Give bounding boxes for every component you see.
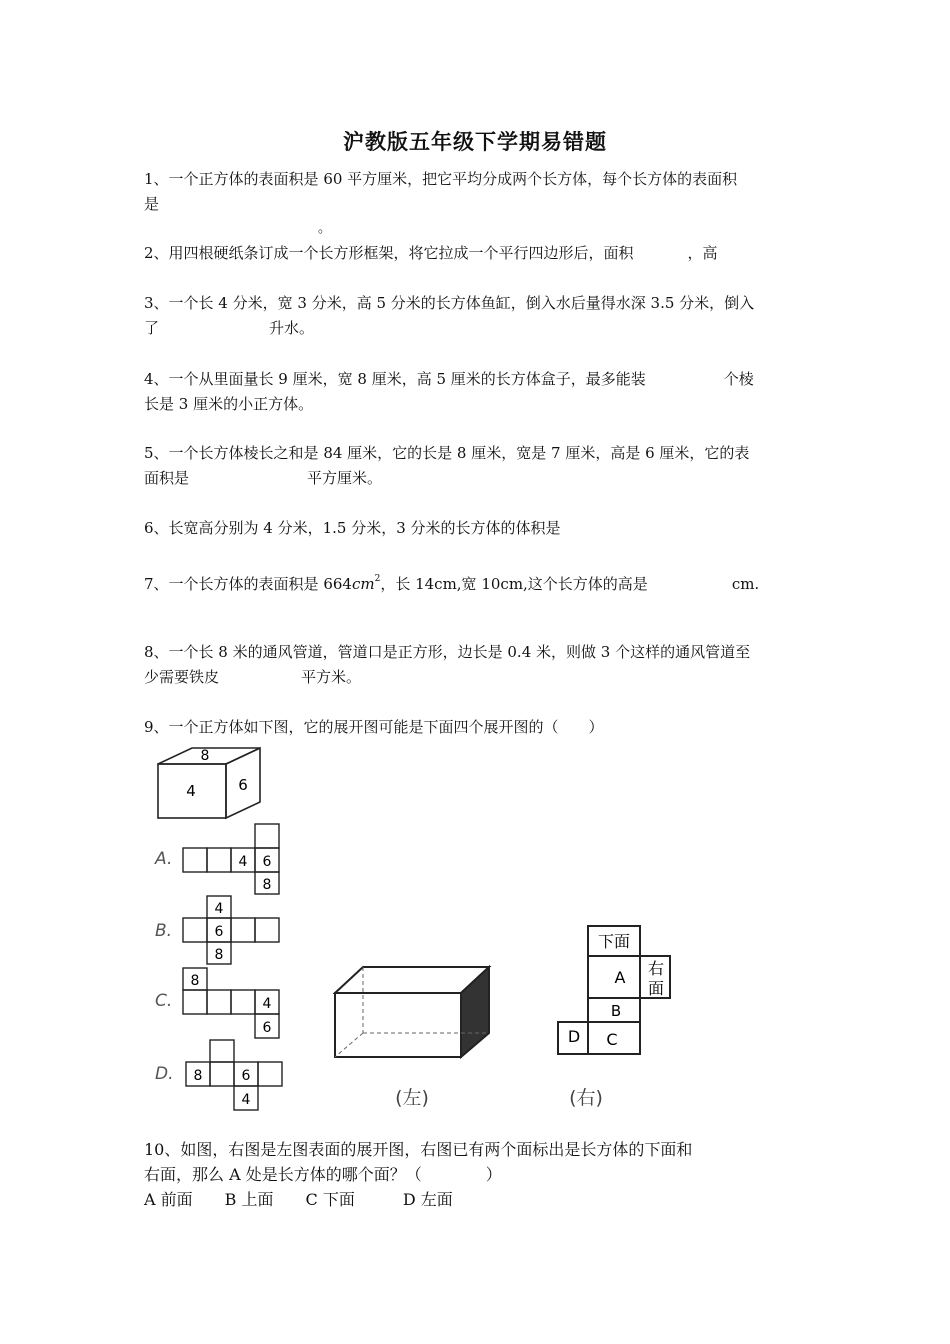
cube-top-label: 8 <box>200 748 210 764</box>
q4-line1b: 个棱 <box>723 370 754 388</box>
q2-tail: ，高 <box>687 244 718 262</box>
q6-line: 6、长宽高分别为 4 分米，1.5 分米，3 分米的长方体的体积是 <box>144 519 561 537</box>
q10-choices: A 前面 B 上面 C 下面 D 左面 <box>144 1190 453 1209</box>
q1-line2: 是 <box>144 195 160 213</box>
net-a-label: A <box>614 968 626 987</box>
option-d-label: D. <box>155 1064 174 1084</box>
option-a-cell-8: 8 <box>262 877 272 893</box>
q7-unit: cm <box>351 575 375 593</box>
net-right-label-top: 右 <box>647 959 665 978</box>
q9-line: 9、一个正方体如下图，它的展开图可能是下面四个展开图的（ ） <box>144 718 604 736</box>
option-d-net <box>150 1036 290 1114</box>
q5-line2b: 平方厘米。 <box>307 469 383 487</box>
q8-line2a: 少需要铁皮 <box>144 668 220 686</box>
option-c-label: C. <box>155 991 173 1011</box>
right-caption: (右) <box>569 1087 603 1109</box>
q8-line2b: 平方米。 <box>301 668 362 686</box>
option-b-label: B. <box>155 921 173 941</box>
net-right-label-bottom: 面 <box>647 979 665 998</box>
q4-line2: 长是 3 厘米的小正方体。 <box>144 395 314 413</box>
q3-line1: 3、一个长 4 分米，宽 3 分米，高 5 分米的长方体鱼缸，倒入水后量得水深 3.5 分米，倒入 <box>144 294 755 312</box>
q7-text-a: 7、一个长方体的表面积是 664 <box>144 575 352 593</box>
option-b-net <box>150 894 285 966</box>
q7-sup: 2 <box>374 574 381 584</box>
option-b-cell-4: 4 <box>214 901 224 917</box>
q4-line1 <box>144 368 754 390</box>
q3-line2a: 了 <box>144 319 160 337</box>
cube-right-label: 6 <box>238 776 248 794</box>
q8-line2 <box>144 666 361 688</box>
option-c-cell-4: 4 <box>262 996 272 1012</box>
option-a-cell-4: 4 <box>238 854 248 870</box>
q8-line1: 8、一个长 8 米的通风管道，管道口是正方形，边长是 0.4 米，则做 3 个这样的通风管道至 <box>144 643 751 661</box>
left-caption: (左) <box>395 1087 429 1109</box>
option-a-label: A. <box>155 849 173 869</box>
q5-line2a: 面积是 <box>144 469 190 487</box>
q10-line2: 右面，那么 A 处是长方体的哪个面？（ ） <box>144 1165 502 1184</box>
option-a-cell-6: 6 <box>262 854 272 870</box>
q7-line <box>144 573 759 598</box>
q3-line2 <box>144 317 314 339</box>
option-c-cell-8: 8 <box>190 973 200 989</box>
q2-text: 2、用四根硬纸条订成一个长方形框架，将它拉成一个平行四边形后，面积 <box>144 244 634 262</box>
option-a-net <box>150 820 285 898</box>
q10-line1: 10、如图，右图是左图表面的展开图，右图已有两个面标出是长方体的下面和 <box>144 1140 693 1159</box>
option-c-net <box>150 964 285 1042</box>
net-b-label: B <box>610 1002 622 1020</box>
net-d-label: D <box>567 1027 581 1046</box>
cuboid-net-figure <box>552 922 682 1114</box>
cube-figure <box>150 744 270 824</box>
q5-line2 <box>144 467 382 489</box>
cube-front-label: 4 <box>186 782 196 800</box>
net-c-label: C <box>606 1030 618 1049</box>
q7-text-b: ，长 14cm,宽 10cm,这个长方体的高是 <box>380 575 648 593</box>
q1-end: 。 <box>318 221 332 236</box>
page-title: 沪教版五年级下学期易错题 <box>343 129 607 154</box>
q3-line2b: 升水。 <box>269 319 315 337</box>
option-c-cell-6: 6 <box>262 1020 272 1036</box>
q7-tail: cm. <box>731 575 760 593</box>
option-b-cell-8: 8 <box>214 947 224 963</box>
cuboid-figure <box>325 960 500 1115</box>
option-d-cell-8: 8 <box>193 1068 203 1084</box>
q5-line1: 5、一个长方体棱长之和是 84 厘米，它的长是 8 厘米，宽是 7 厘米，高是 6 厘米，它的表 <box>144 444 750 462</box>
q2-line <box>144 242 718 264</box>
q4-line1a: 4、一个从里面量长 9 厘米，宽 8 厘米，高 5 厘米的长方体盒子，最多能装 <box>144 370 646 388</box>
option-d-cell-4: 4 <box>241 1092 251 1108</box>
net-bottom-label: 下面 <box>597 932 631 951</box>
q1-line1: 1、一个正方体的表面积是 60 平方厘米，把它平均分成两个长方体，每个长方体的表面积 <box>144 170 738 188</box>
option-d-cell-6: 6 <box>241 1068 251 1084</box>
option-b-cell-6: 6 <box>214 924 224 940</box>
